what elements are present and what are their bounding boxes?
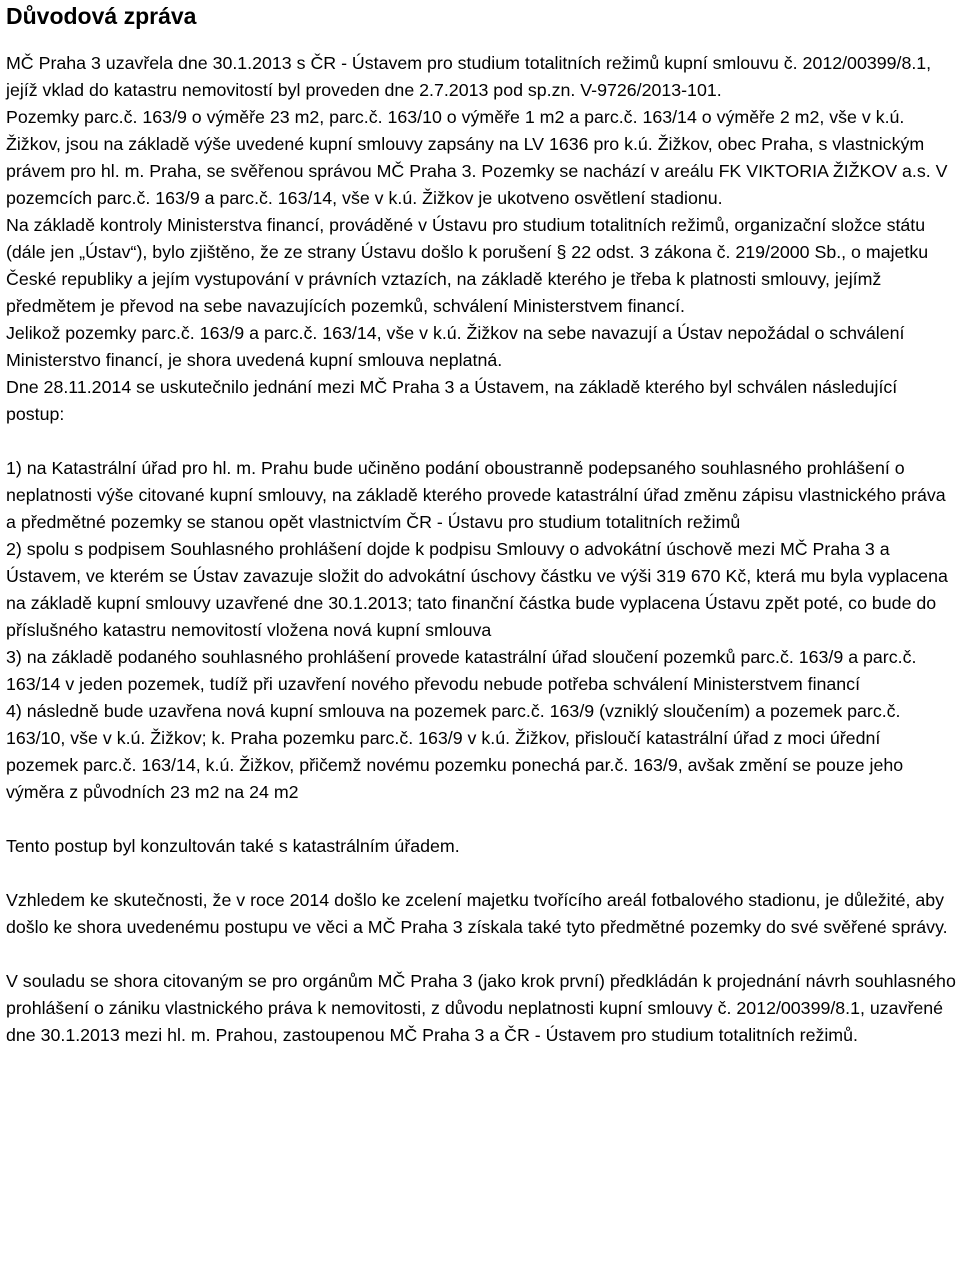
paragraph-contract: MČ Praha 3 uzavřela dne 30.1.2013 s ČR - Ústavem pro studium totalitních režimů kupní smlouvu č. 2012/00399/8.1, jejíž vklad do katastru nemovitostí byl proveden dne 2.7.2013 pod sp.zn. V-9726/2013-101.: [6, 53, 932, 100]
paragraph-proposal: V souladu se shora citovaným se pro orgánům MČ Praha 3 (jako krok první) předkládán k projednání návrh souhlasného prohlášení o zániku vlastnického práva k nemovitosti, z důvodu neplatnosti kupní smlouvy č. 2012/00399/8.1, uzavřené dne 30.1.2013 mezi hl. m. Prahou, zastoupenou MČ Praha 3 a ČR - Ústavem pro studium totalitních režimů.: [6, 971, 956, 1045]
spacer: [6, 806, 956, 833]
paragraph-inspection: Na základě kontroly Ministerstva financí, prováděné v Ústavu pro studium totalitních režimů, organizační složce státu (dále jen „Ústav“), bylo zjištěno, že ze strany Ústavu došlo k porušení § 22 odst. 3 zákona č. 219/2000 Sb., o majetku České republiky a jejím vystupování v právních vztazích, na základě kterého je třeba k platnosti smlouvy, jejímž předmětem je převod na sebe navazujících pozemků, schválení Ministerstvem financí.: [6, 215, 929, 316]
procedure-item-4: 4) následně bude uzavřena nová kupní smlouva na pozemek parc.č. 163/9 (vzniklý sloučením) a pozemek parc.č. 163/10, vše v k.ú. Žižkov; k. Praha pozemku parc.č. 163/9 v k.ú. Žižkov, přisloučí katastrální úřad z moci úřední pozemek parc.č. 163/14, k.ú. Žižkov, přičemž novému pozemku ponechá par.č. 163/9, avšak změní se pouze jeho výměra z původních 23 m2 na 24 m2: [6, 701, 904, 802]
spacer: [6, 941, 956, 968]
paragraph-plots: Pozemky parc.č. 163/9 o výměře 23 m2, parc.č. 163/10 o výměře 1 m2 a parc.č. 163/14 o výměře 2 m2, vše v k.ú. Žižkov, jsou na základě výše uvedené kupní smlouvy zapsány na LV 1636 pro k.ú. Žižkov, obec Praha, s vlastnickým právem pro hl. m. Praha, se svěřenou správou MČ Praha 3. Pozemky se nachází v areálu FK VIKTORIA ŽIŽKOV a.s. V pozemcích parc.č. 163/9 a parc.č. 163/14, vše v k.ú. Žižkov je ukotveno osvětlení stadionu.: [6, 107, 948, 208]
spacer: [6, 860, 956, 887]
paragraph-stadium: Vzhledem ke skutečnosti, že v roce 2014 došlo ke zcelení majetku tvořícího areál fotbalového stadionu, je důležité, aby došlo ke shora uvedenému postupu ve věci a MČ Praha 3 získala také tyto předmětné pozemky do své svěřené správy.: [6, 890, 948, 937]
document-page: [6, 0, 956, 1049]
paragraph-invalidity: Jelikož pozemky parc.č. 163/9 a parc.č. 163/14, vše v k.ú. Žižkov na sebe navazují a Ústav nepožádal o schválení Ministerstvo financí, je shora uvedená kupní smlouva neplatná.: [6, 323, 905, 370]
procedure-item-3: 3) na základě podaného souhlasného prohlášení provede katastrální úřad sloučení pozemků parc.č. 163/9 a parc.č. 163/14 v jeden pozemek, tudíž při uzavření nového převodu nebude potřeba schválení Ministerstvem financí: [6, 647, 917, 694]
document-title: Důvodová zpráva: [6, 3, 197, 29]
paragraph-meeting: Dne 28.11.2014 se uskutečnilo jednání mezi MČ Praha 3 a Ústavem, na základě kterého byl schválen následující postup:: [6, 377, 898, 424]
procedure-item-2: 2) spolu s podpisem Souhlasného prohlášení dojde k podpisu Smlouvy o advokátní úschově mezi MČ Praha 3 a Ústavem, ve kterém se Ústav zavazuje složit do advokátní úschovy částku ve výši 319 670 Kč, která mu byla vyplacena na základě kupní smlouvy uzavřené dne 30.1.2013; tato finanční částka bude vyplacena Ústavu zpět poté, co bude do příslušného katastru nemovitostí vložena nová kupní smlouva: [6, 539, 948, 640]
spacer: [6, 428, 956, 455]
procedure-item-1: 1) na Katastrální úřad pro hl. m. Prahu bude učiněno podání oboustranně podepsaného souhlasného prohlášení o neplatnosti výše citované kupní smlouvy, na základě kterého provede katastrální úřad změnu zápisu vlastnického práva a předmětné pozemky se stanou opět vlastnictvím ČR - Ústavu pro studium totalitních režimů: [6, 458, 946, 532]
paragraph-consultation: Tento postup byl konzultován také s katastrálním úřadem.: [6, 836, 460, 856]
